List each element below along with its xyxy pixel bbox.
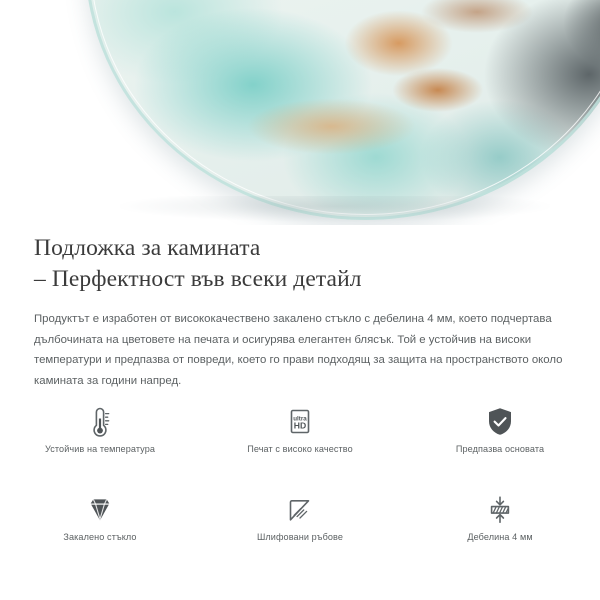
feature-item-temperature — [0, 400, 200, 472]
thermometer-icon — [80, 400, 120, 444]
feature-caption: Печат с високо качество — [247, 444, 353, 454]
headline-line-1: Подложка за камината — [34, 235, 261, 261]
feature-item-protects-base — [400, 400, 600, 472]
feature-item-print-quality — [200, 400, 400, 472]
glass-disc-product-image — [85, 0, 600, 220]
svg-text:ultra: ultra — [293, 415, 307, 423]
feature-grid — [0, 400, 600, 560]
page-title — [0, 225, 600, 295]
text-block — [0, 225, 600, 391]
feature-caption: Дебелина 4 мм — [467, 532, 533, 542]
glass-sheen-overlay — [85, 0, 600, 220]
svg-text:HD: HD — [293, 420, 307, 431]
polished-edges-icon — [280, 488, 320, 532]
thickness-arrows-icon — [480, 488, 520, 532]
ultra-hd-print-icon — [280, 400, 320, 444]
feature-item-thickness — [400, 488, 600, 560]
description-paragraph: Продуктът е изработен от висококачествено закалено стъкло с дебелина 4 мм, което подчертава дълбочината на цветовете на печата и осигурява елегантен блясък. Той е устойчив на високи температури и предпазва от повреди, което го прави подходящ за защита на пространството около камината за години напред. — [34, 313, 563, 387]
feature-item-tempered-glass — [0, 488, 200, 560]
feature-caption: Закалено стъкло — [63, 532, 137, 542]
feature-caption: Предпазва основата — [455, 444, 545, 454]
headline-line-2: – Перфектност във всеки детайл — [34, 266, 362, 292]
diamond-icon — [80, 488, 120, 532]
feature-caption: Шлифовани ръбове — [256, 532, 344, 542]
shield-check-icon — [480, 400, 520, 444]
hero-image — [0, 0, 600, 225]
feature-caption: Устойчив на температура — [44, 444, 156, 454]
feature-item-polished-edges — [200, 488, 400, 560]
